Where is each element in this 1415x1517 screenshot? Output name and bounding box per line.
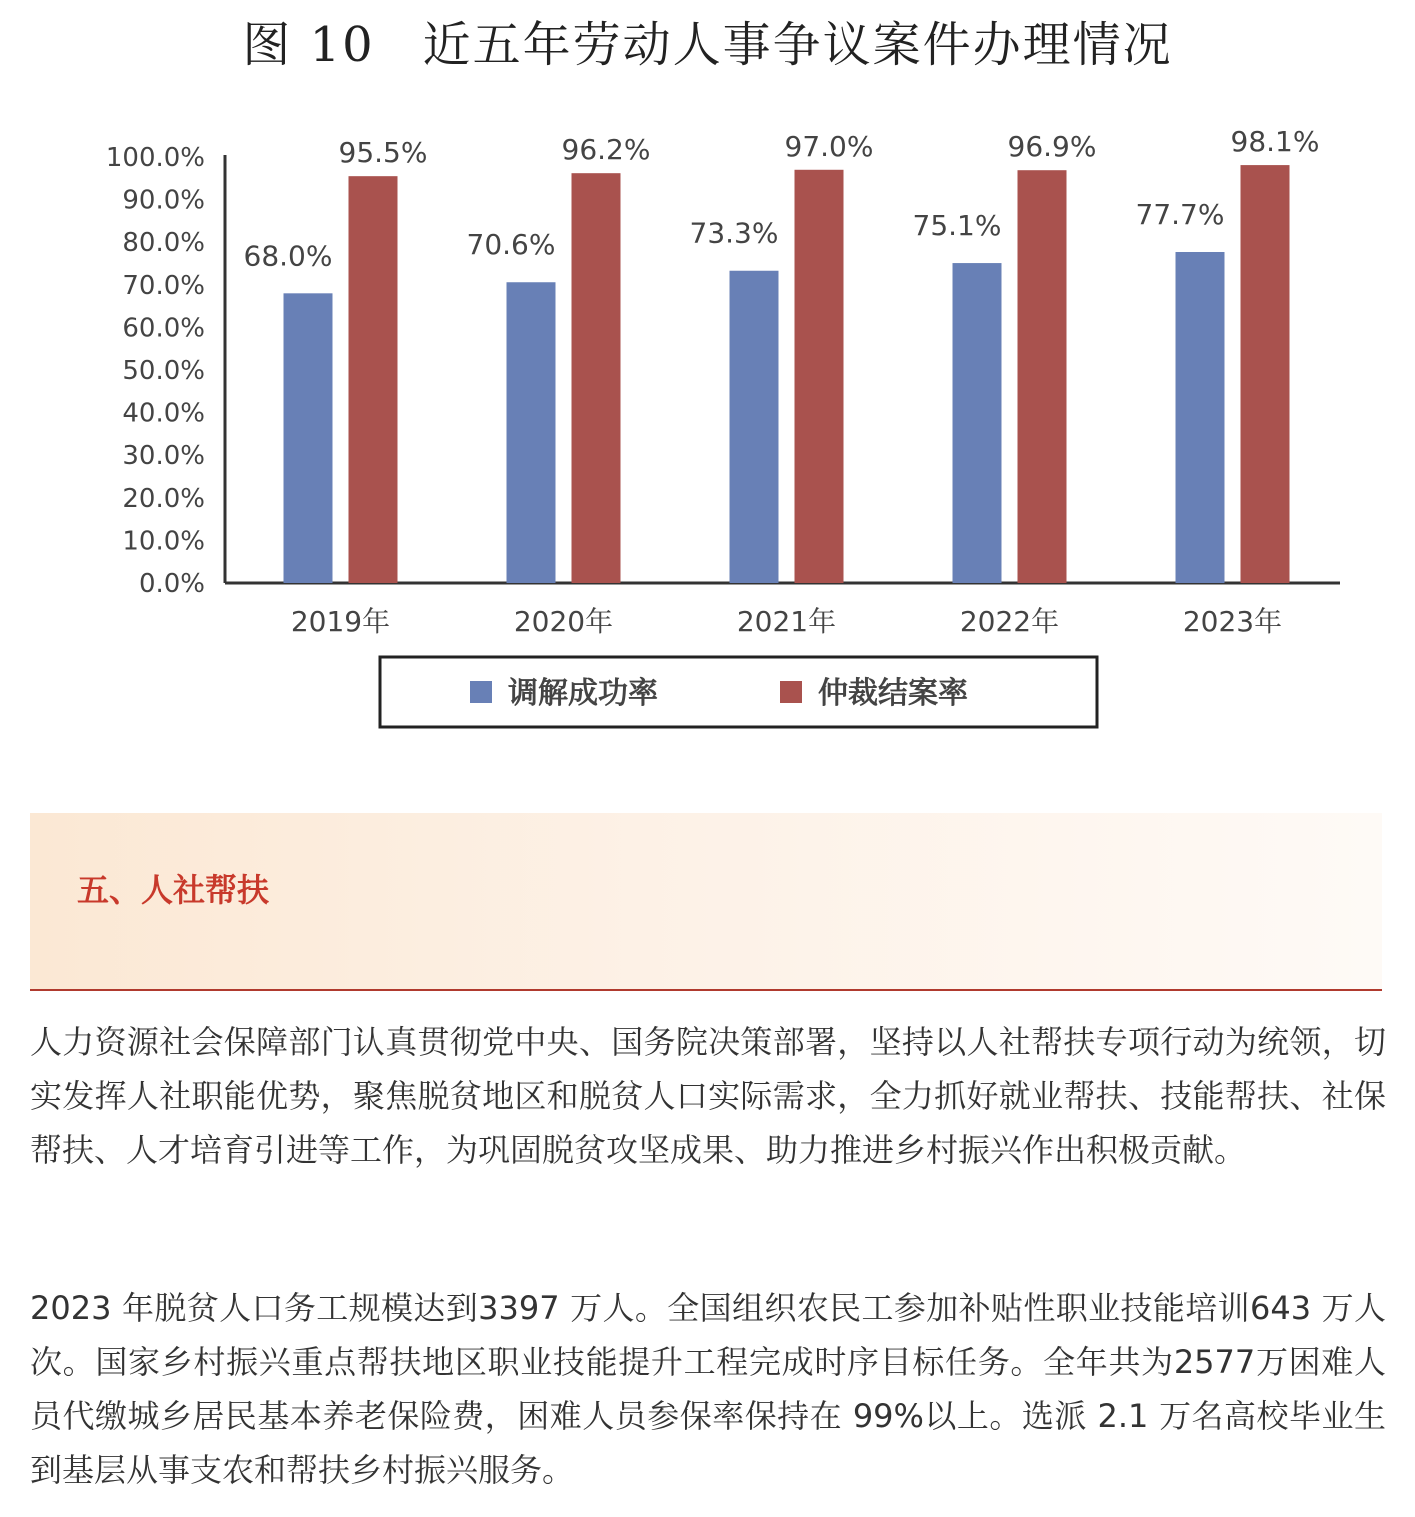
data-label: 95.5% (338, 136, 428, 170)
bar-mediation (507, 282, 556, 583)
data-label: 68.0% (243, 239, 333, 273)
data-label: 97.0% (784, 129, 874, 163)
x-axis-categories (291, 605, 1282, 638)
y-tick-label: 40.0% (122, 398, 205, 429)
data-label: 96.9% (1007, 130, 1097, 164)
y-tick-label: 0.0% (138, 569, 205, 599)
y-tick-label: 80.0% (122, 228, 205, 259)
data-label: 98.1% (1230, 125, 1320, 159)
y-tick-label: 100.0% (105, 143, 205, 173)
x-category-label: 2020年 (513, 605, 614, 638)
data-label: 73.3% (689, 216, 779, 250)
x-category-label: 2023年 (1182, 605, 1283, 638)
y-tick-label: 60.0% (122, 313, 205, 344)
paragraph-intro: 人力资源社会保障部门认真贯彻党中央、国务院决策部署，坚持以人社帮扶专项行动为统领，切实发挥人社职能优势，聚焦脱贫地区和脱贫人口实际需求，全力抓好就业帮扶、技能帮扶、社保帮扶、人才培育引进等工作，为巩固脱贫攻坚成果、助力推进乡村振兴作出积极贡献。 (30, 1023, 1386, 1169)
data-label: 70.6% (466, 228, 556, 262)
legend-swatch (470, 681, 492, 703)
figure-title (0, 10, 1415, 80)
legend-label: 调解成功率 (508, 676, 658, 711)
bar-arbitration (1241, 165, 1290, 583)
bar-arbitration (349, 176, 398, 583)
y-axis-ticks (106, 143, 205, 599)
y-tick-label: 30.0% (122, 441, 205, 472)
figure-number: 图 10 (242, 17, 375, 73)
bar-mediation (730, 271, 779, 583)
data-label: 77.7% (1135, 197, 1225, 231)
paragraph-stats: 2023 年脱贫人口务工规模达到3397 万人。全国组织农民工参加补贴性职业技能培训643 万人次。国家乡村振兴重点帮扶地区职业技能提升工程完成时序目标任务。全年共为2577万困难人员代缴城乡居民基本养老保险费，困难人员参保率保持在 99%以上。选派 2.1 万名高校毕业生到基层从事支农和帮扶乡村振兴服务。 (30, 1289, 1386, 1489)
bars-group (244, 125, 1320, 583)
legend (380, 657, 1097, 727)
y-tick-label: 10.0% (122, 526, 205, 557)
x-category-label: 2022年 (959, 605, 1060, 638)
y-tick-label: 90.0% (122, 185, 205, 216)
y-tick-label: 20.0% (122, 483, 205, 514)
bar-mediation (284, 293, 333, 583)
bar-mediation (1176, 252, 1225, 583)
legend-label: 仲裁结案率 (818, 676, 968, 711)
bar-chart (0, 120, 1415, 740)
data-label: 75.1% (912, 209, 1002, 243)
figure-caption: 近五年劳动人事争议案件办理情况 (422, 17, 1173, 73)
legend-swatch (780, 681, 802, 703)
x-category-label: 2019年 (290, 605, 391, 638)
bar-arbitration (795, 170, 844, 583)
section-header (30, 813, 1382, 991)
data-label: 96.2% (561, 133, 651, 167)
section-heading: 五、人社帮扶 (77, 871, 270, 909)
bar-mediation (953, 263, 1002, 583)
y-tick-label: 50.0% (122, 356, 205, 386)
bar-arbitration (572, 173, 621, 583)
y-tick-label: 70.0% (122, 270, 205, 301)
bar-arbitration (1018, 170, 1067, 583)
x-category-label: 2021年 (736, 605, 837, 638)
